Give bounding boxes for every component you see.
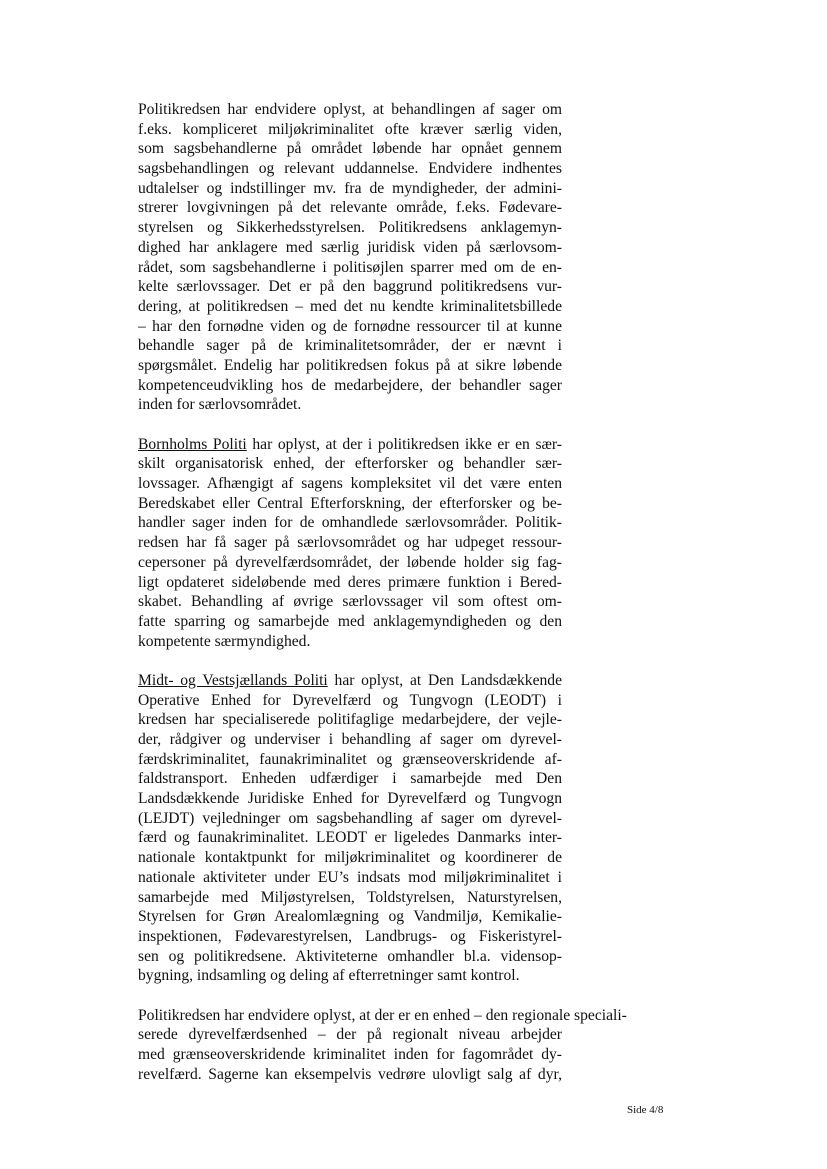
- text-line: rådet, som sagsbehandlerne i politisøjlen sparrer med om de en-: [138, 258, 562, 276]
- text-line: sen og politikredsene. Aktiviteterne omhandler bl.a. vidensop-: [138, 947, 562, 965]
- paragraph-midt-og-vestsjaellands-politi: [138, 671, 562, 986]
- text-line: kredsen har specialiserede politifaglige medarbejdere, der vejle-: [138, 711, 562, 729]
- text-line: strerer lovgivningen på det relevante område, f.eks. Fødevare-: [138, 199, 562, 217]
- police-district-name: Bornholms Politi: [138, 435, 247, 453]
- text-line: med grænseoverskridende kriminalitet inden for fagområdet dy-: [138, 1046, 562, 1063]
- text-line: Styrelsen for Grøn Arealomlægning og Vandmiljø, Kemikalie-: [138, 908, 562, 926]
- text-line: færdskriminalitet, faunakriminalitet og grænseoverskridende af-: [138, 750, 562, 768]
- text-line: færd og faunakriminalitet. LEODT er ligeledes Danmarks inter-: [138, 829, 562, 847]
- text-fragment: har oplyst, at der i politikredsen ikke er en sær-: [246, 435, 562, 453]
- text-line: sagsbehandlingen og relevant uddannelse. Endvidere indhentes: [138, 160, 562, 178]
- text-line: styrelsen og Sikkerhedsstyrelsen. Politikredsens anklagemyn-: [138, 219, 562, 237]
- text-line: f.eks. kompliceret miljøkriminalitet ofte kræver særlig viden,: [138, 120, 562, 138]
- text-line: Operative Enhed for Dyrevelfærd og Tungvogn (LEODT) i: [138, 691, 562, 709]
- text-line: kompetente særmyndighed.: [138, 632, 311, 650]
- text-line: spørgsmålet. Endelig har politikredsen fokus på at sikre løbende: [138, 356, 562, 374]
- text-line: nationale kontaktpunkt for miljøkriminalitet og koordinerer de: [138, 849, 562, 867]
- paragraph-bornholms-politi: [138, 435, 562, 652]
- text-line: bygning, indsamling og deling af efterretninger samt kontrol.: [138, 967, 520, 985]
- text-line: inspektionen, Fødevarestyrelsen, Landbrugs- og Fiskeristyrel-: [138, 927, 562, 945]
- paragraph-1: [138, 100, 562, 415]
- text-line: behandle sager på de kriminalitetsområder, der er nævnt i: [138, 337, 562, 355]
- page-number: Side 4/8: [627, 1104, 664, 1116]
- text-line: der, rådgiver og underviser i behandling af sager om dyrevel-: [138, 731, 562, 748]
- text-line: Landsdækkende Juridiske Enhed for Dyrevelfærd og Tungvogn: [138, 790, 562, 808]
- text-line: fatte sparring og samarbejde med anklagemyndigheden og den: [138, 612, 562, 630]
- text-line: samarbejde med Miljøstyrelsen, Toldstyrelsen, Naturstyrelsen,: [138, 888, 562, 906]
- text-line: kompetenceudvikling hos de medarbejdere, der behandler sager: [138, 376, 562, 394]
- text-line: cepersoner på dyrevelfærdsområdet, der løbende holder sig fag-: [138, 553, 562, 571]
- text-line: dering, at politikredsen – med det nu kendte kriminalitetsbillede: [138, 297, 562, 315]
- text-line: faldstransport. Enheden udfærdiger i samarbejde med Den: [138, 770, 562, 788]
- text-line: dighed har anklagere med særlig juridisk viden på særlovsom-: [138, 238, 562, 256]
- police-district-name: Midt- og Vestsjællands Politi: [138, 671, 328, 689]
- text-line: (LEJDT) vejledninger om sagsbehandling af sager om dyrevel-: [138, 809, 562, 827]
- text-line: skabet. Behandling af øvrige særlovssager vil som oftest om-: [138, 593, 562, 611]
- document-body: [138, 100, 627, 1104]
- text-line: ligt opdateret sideløbende med deres primære funktion i Bered-: [138, 573, 562, 591]
- text-line: som sagsbehandlerne på området løbende har opnået gennem: [138, 140, 562, 158]
- text-line: Politikredsen har endvidere oplyst, at behandlingen af sager om: [138, 101, 562, 118]
- text-line: serede dyrevelfærdsenhed – der på regionalt niveau arbejder: [138, 1026, 562, 1044]
- text-line: Beredskabet eller Central Efterforskning, der efterforsker og be-: [138, 494, 562, 512]
- text-line: [138, 435, 562, 455]
- paragraph-4: [138, 1006, 627, 1085]
- text-line: handler sager inden for de omhandlede særlovsområder. Politik-: [138, 514, 562, 532]
- text-line: Politikredsen har endvidere oplyst, at der er en enhed – den regionale speciali-: [138, 1006, 627, 1024]
- text-line: lovssager. Afhængigt af sagens kompleksitet vil det være enten: [138, 475, 562, 493]
- text-line: inden for særlovsområdet.: [138, 396, 302, 414]
- text-line: – har den fornødne viden og de fornødne ressourcer til at kunne: [138, 317, 562, 335]
- text-line: redsen har få sager på særlovsområdet og har udpeget ressour-: [138, 534, 562, 552]
- text-line: [138, 671, 562, 691]
- text-line: kelte særlovssager. Det er på den baggrund politikredsens vur-: [138, 278, 562, 296]
- text-line: nationale aktiviteter under EU’s indsats mod miljøkriminalitet i: [138, 868, 562, 886]
- text-line: revelfærd. Sagerne kan eksempelvis vedrøre ulovligt salg af dyr,: [138, 1065, 562, 1083]
- text-line: udtalelser og indstillinger mv. fra de myndigheder, der admini-: [138, 179, 562, 197]
- text-fragment: har oplyst, at Den Landsdækkende: [327, 671, 563, 689]
- text-line: skilt organisatorisk enhed, der efterforsker og behandler sær-: [138, 455, 562, 473]
